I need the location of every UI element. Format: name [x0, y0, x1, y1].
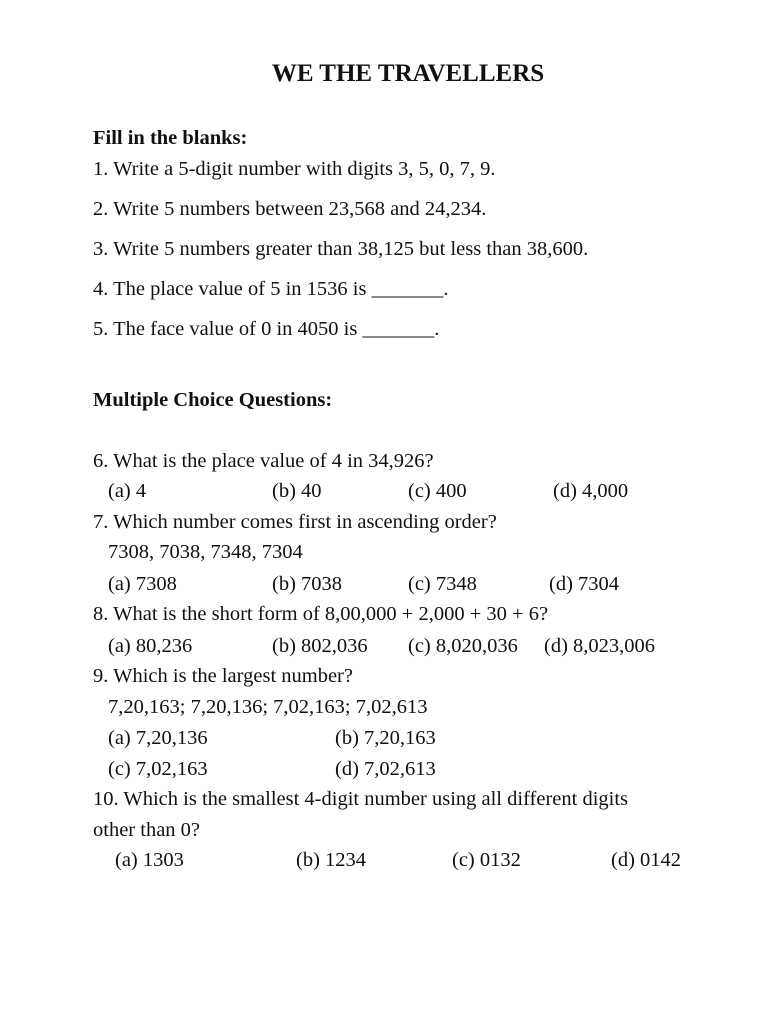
fill-blanks-heading: Fill in the blanks: — [93, 127, 248, 149]
question-7-numbers: 7308, 7038, 7348, 7304 — [108, 541, 303, 563]
mcq-heading: Multiple Choice Questions: — [93, 389, 333, 411]
option-7c: (c) 7348 — [408, 573, 477, 595]
option-10d: (d) 0142 — [611, 849, 682, 871]
option-8c: (c) 8,020,036 — [408, 635, 518, 657]
option-9d: (d) 7,02,613 — [335, 758, 436, 780]
fill-blank-item: 5. The face value of 0 in 4050 is _______. — [93, 318, 440, 340]
option-10b: (b) 1234 — [296, 849, 367, 871]
option-7d: (d) 7304 — [549, 573, 620, 595]
fill-blank-item: 2. Write 5 numbers between 23,568 and 24,234. — [93, 198, 487, 220]
fill-blank-item: 4. The place value of 5 in 1536 is _______. — [93, 278, 449, 300]
option-8d: (d) 8,023,006 — [544, 635, 656, 657]
option-9a: (a) 7,20,136 — [108, 727, 208, 749]
option-10a: (a) 1303 — [115, 849, 184, 871]
option-8a: (a) 80,236 — [108, 635, 193, 657]
option-6a: (a) 4 — [108, 480, 147, 502]
option-10c: (c) 0132 — [452, 849, 521, 871]
option-6c: (c) 400 — [408, 480, 467, 502]
fill-blank-item: 3. Write 5 numbers greater than 38,125 but less than 38,600. — [93, 238, 589, 260]
option-7a: (a) 7308 — [108, 573, 177, 595]
question-7: 7. Which number comes first in ascending order? — [93, 511, 497, 533]
option-8b: (b) 802,036 — [272, 635, 368, 657]
question-10: 10. Which is the smallest 4-digit number using all different digits — [93, 788, 629, 810]
question-6: 6. What is the place value of 4 in 34,926? — [93, 450, 434, 472]
fill-blank-item: 1. Write a 5-digit number with digits 3, 5, 0, 7, 9. — [93, 158, 496, 180]
question-8: 8. What is the short form of 8,00,000 + 2,000 + 30 + 6? — [93, 603, 549, 625]
option-7b: (b) 7038 — [272, 573, 343, 595]
option-6b: (b) 40 — [272, 480, 322, 502]
question-10-continued: other than 0? — [93, 819, 201, 841]
option-9c: (c) 7,02,163 — [108, 758, 208, 780]
option-6d: (d) 4,000 — [553, 480, 629, 502]
option-9b: (b) 7,20,163 — [335, 727, 436, 749]
page-title: WE THE TRAVELLERS — [271, 60, 545, 87]
question-9: 9. Which is the largest number? — [93, 665, 353, 687]
question-9-numbers: 7,20,163; 7,20,136; 7,02,163; 7,02,613 — [108, 696, 428, 718]
